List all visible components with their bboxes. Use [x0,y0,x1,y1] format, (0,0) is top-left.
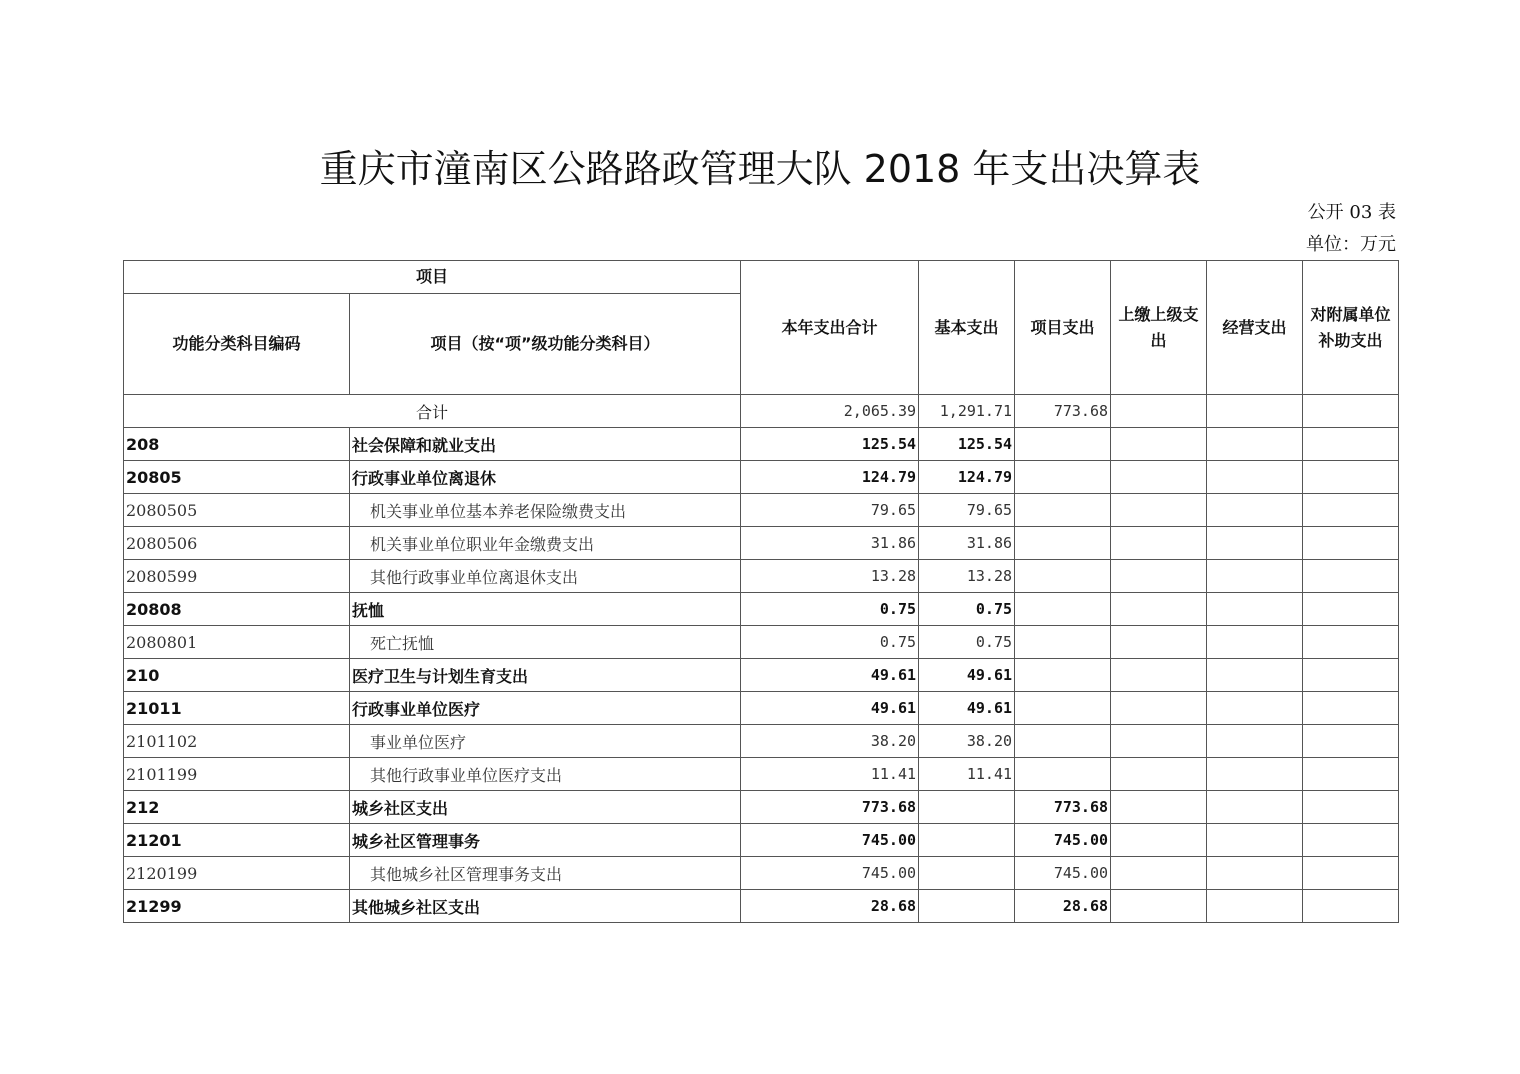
row-basic: 0.75 [919,593,1015,626]
row-project: 28.68 [1015,890,1111,923]
header-upper-payment: 上缴上级支出 [1111,261,1207,395]
row-name: 其他城乡社区支出 [350,890,741,923]
row-business [1207,428,1303,461]
row-project [1015,692,1111,725]
header-code: 功能分类科目编码 [124,294,350,395]
row-business [1207,725,1303,758]
row-total: 31.86 [741,527,919,560]
row-business [1207,659,1303,692]
total-subsidiary [1303,395,1399,428]
row-project [1015,494,1111,527]
row-subsidiary [1303,791,1399,824]
row-code: 21011 [124,692,350,725]
row-name: 机关事业单位基本养老保险缴费支出 [350,494,741,527]
row-total: 38.20 [741,725,919,758]
row-code: 2080506 [124,527,350,560]
row-subsidiary [1303,593,1399,626]
row-basic: 124.79 [919,461,1015,494]
row-name: 事业单位医疗 [350,725,741,758]
row-upper [1111,428,1207,461]
row-upper [1111,560,1207,593]
row-name: 其他行政事业单位离退休支出 [350,560,741,593]
row-total: 773.68 [741,791,919,824]
row-project [1015,659,1111,692]
row-business [1207,626,1303,659]
row-project [1015,560,1111,593]
row-code: 21299 [124,890,350,923]
row-name: 其他行政事业单位医疗支出 [350,758,741,791]
row-total: 124.79 [741,461,919,494]
row-subsidiary [1303,692,1399,725]
row-code: 21201 [124,824,350,857]
row-name: 城乡社区支出 [350,791,741,824]
row-name: 社会保障和就业支出 [350,428,741,461]
row-total: 745.00 [741,824,919,857]
row-basic: 49.61 [919,692,1015,725]
row-subsidiary [1303,494,1399,527]
table-row [124,527,1399,560]
header-basic: 基本支出 [919,261,1015,395]
row-code: 20805 [124,461,350,494]
row-business [1207,527,1303,560]
row-upper [1111,593,1207,626]
row-business [1207,560,1303,593]
row-project [1015,758,1111,791]
row-code: 208 [124,428,350,461]
unit-label: 单位：万元 [1306,234,1396,255]
row-subsidiary [1303,659,1399,692]
row-code: 2080599 [124,560,350,593]
row-name: 死亡抚恤 [350,626,741,659]
row-upper [1111,527,1207,560]
total-label: 合计 [124,395,741,428]
row-code: 20808 [124,593,350,626]
row-name: 城乡社区管理事务 [350,824,741,857]
row-code: 2120199 [124,857,350,890]
row-total: 11.41 [741,758,919,791]
row-project [1015,725,1111,758]
header-business: 经营支出 [1207,261,1303,395]
total-business [1207,395,1303,428]
total-project: 773.68 [1015,395,1111,428]
table-row [124,758,1399,791]
row-code: 2080505 [124,494,350,527]
row-subsidiary [1303,824,1399,857]
row-project [1015,626,1111,659]
row-upper [1111,659,1207,692]
row-subsidiary [1303,560,1399,593]
table-row [124,560,1399,593]
row-business [1207,791,1303,824]
row-total: 49.61 [741,692,919,725]
row-project [1015,428,1111,461]
row-total: 0.75 [741,593,919,626]
row-subsidiary [1303,461,1399,494]
table-row [124,494,1399,527]
row-total: 49.61 [741,659,919,692]
row-basic: 13.28 [919,560,1015,593]
row-business [1207,494,1303,527]
row-upper [1111,626,1207,659]
row-upper [1111,857,1207,890]
row-project: 745.00 [1015,824,1111,857]
row-name: 其他城乡社区管理事务支出 [350,857,741,890]
expenditure-table [123,260,1399,923]
row-subsidiary [1303,890,1399,923]
table-row [124,626,1399,659]
table-row [124,890,1399,923]
row-total: 0.75 [741,626,919,659]
row-subsidiary [1303,758,1399,791]
total-upper [1111,395,1207,428]
row-basic [919,791,1015,824]
header-name: 项目（按“项”级功能分类科目） [350,294,741,395]
row-subsidiary [1303,527,1399,560]
row-basic: 31.86 [919,527,1015,560]
table-row [124,659,1399,692]
total-row [124,395,1399,428]
header-total: 本年支出合计 [741,261,919,395]
row-subsidiary [1303,857,1399,890]
row-business [1207,857,1303,890]
row-business [1207,593,1303,626]
row-subsidiary [1303,428,1399,461]
row-name: 行政事业单位离退休 [350,461,741,494]
total-basic: 1,291.71 [919,395,1015,428]
row-basic: 0.75 [919,626,1015,659]
row-total: 28.68 [741,890,919,923]
row-basic: 125.54 [919,428,1015,461]
table-row [124,692,1399,725]
row-upper [1111,791,1207,824]
row-upper [1111,692,1207,725]
table-row [124,857,1399,890]
row-business [1207,461,1303,494]
header-subsidiary: 对附属单位补助支出 [1303,261,1399,395]
row-total: 125.54 [741,428,919,461]
table-row [124,428,1399,461]
row-code: 2080801 [124,626,350,659]
row-business [1207,890,1303,923]
row-basic: 79.65 [919,494,1015,527]
header-project: 项目 [124,261,741,294]
row-project [1015,527,1111,560]
row-upper [1111,494,1207,527]
row-name: 机关事业单位职业年金缴费支出 [350,527,741,560]
row-project [1015,461,1111,494]
row-total: 745.00 [741,857,919,890]
table-row [124,824,1399,857]
header-project-expenditure: 项目支出 [1015,261,1111,395]
row-total: 13.28 [741,560,919,593]
row-business [1207,692,1303,725]
row-upper [1111,824,1207,857]
row-name: 医疗卫生与计划生育支出 [350,659,741,692]
row-subsidiary [1303,725,1399,758]
row-basic [919,890,1015,923]
row-code: 2101199 [124,758,350,791]
table-row [124,725,1399,758]
row-upper [1111,725,1207,758]
row-project: 745.00 [1015,857,1111,890]
table-row [124,593,1399,626]
row-code: 210 [124,659,350,692]
row-business [1207,824,1303,857]
row-name: 行政事业单位医疗 [350,692,741,725]
row-upper [1111,890,1207,923]
row-upper [1111,461,1207,494]
row-basic: 49.61 [919,659,1015,692]
page-title: 重庆市潼南区公路路政管理大队 2018 年支出决算表 [319,147,1201,191]
row-code: 2101102 [124,725,350,758]
total-sum: 2,065.39 [741,395,919,428]
table-row [124,461,1399,494]
row-subsidiary [1303,626,1399,659]
row-basic [919,857,1015,890]
row-project: 773.68 [1015,791,1111,824]
row-total: 79.65 [741,494,919,527]
row-code: 212 [124,791,350,824]
row-upper [1111,758,1207,791]
row-project [1015,593,1111,626]
table-row [124,791,1399,824]
row-business [1207,758,1303,791]
form-number: 公开 03 表 [1307,202,1396,223]
row-basic [919,824,1015,857]
row-basic: 38.20 [919,725,1015,758]
row-name: 抚恤 [350,593,741,626]
row-basic: 11.41 [919,758,1015,791]
